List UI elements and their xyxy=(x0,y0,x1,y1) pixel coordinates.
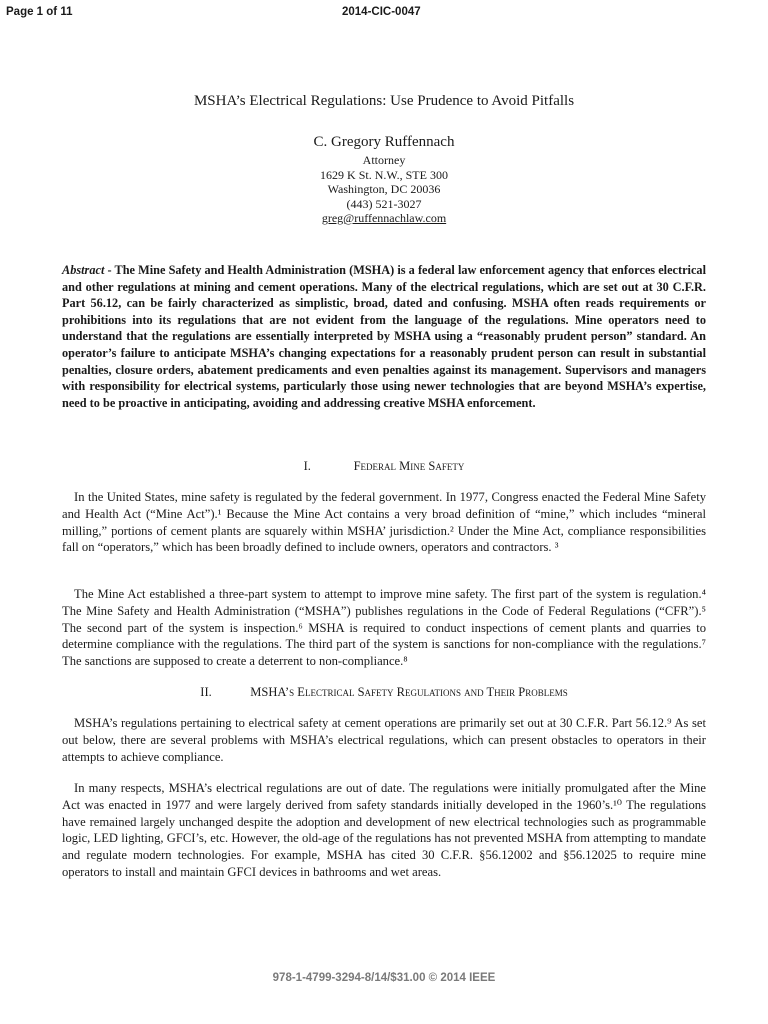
abstract-label: Abstract xyxy=(62,263,105,277)
abstract-text: - The Mine Safety and Health Administration (MSHA) is a federal law enforcement agency that enforces electrical and other regulations at mining and cement operations. Many of the electrical regulations, which are set out at 30 C.F.R. Part 56.12, can be fairly characterized as simplistic, broad, dated and confusing. MSHA often reads requirements or prohibitions into its regulations that are not evident from the language of the regulations. Mine operators need to understand that the regulations are essentially interpreted by MSHA using a “reasonably prudent person” standard. An operator’s failure to anticipate MSHA’s changing expectations for a reasonably prudent person can result in substantial penalties, closure orders, abatement predicaments and even penalties against its management. Supervisors and managers with responsibility for electrical systems, particularly those using newer technologies that are beyond MSHA’s expertise, need to be proactive in anticipating, avoiding and addressing creative MSHA enforcement. xyxy=(62,263,706,410)
body-paragraph: In the United States, mine safety is regulated by the federal government. In 1977, Congress enacted the Federal Mine Safety and Health Act (“Mine Act”).¹ Because the Mine Act contains a very broad definition of “mine,” which includes “mineral milling,” portions of cement plants are squarely within MSHA’ jurisdiction.² Under the Mine Act, compliance responsibilities fall on “operators,” which has been broadly defined to include owners, operators and contractors. ³ xyxy=(62,490,706,555)
author-name: C. Gregory Ruffennach xyxy=(313,134,455,150)
abstract xyxy=(62,262,706,411)
affiliation-line: 1629 K St. N.W., STE 300 xyxy=(320,167,448,182)
affiliation-line: Washington, DC 20036 xyxy=(327,182,441,196)
section-heading xyxy=(0,459,768,474)
body-paragraph: The Mine Act established a three-part system to attempt to improve mine safety. The first part of the system is regulation.⁴ The Mine Safety and Health Administration (“MSHA”) publishes regulations in the Code of Federal Regulations (“CFR”).⁵ The second part of the system is inspection.⁶ MSHA is required to conduct inspections of cement plants and quarries to determine compliance with the regulations. The third part of the system is sanctions for non-compliance with the regulations.⁷ The sanctions are supposed to create a deterrent to non-compliance.⁸ xyxy=(62,587,706,669)
body-paragraph: In many respects, MSHA’s electrical regulations are out of date. The regulations were initially promulgated after the Mine Act was enacted in 1977 and were largely derived from safety standards initially developed in the 1960’s.¹⁰ The regulations have remained largely unchanged despite the adoption and development of new electrical technologies such as programmable logic, LED lighting, GFCI’s, etc. However, the old-age of the regulations has not prevented MSHA from attempting to mandate and regulate modern technologies. For example, MSHA has cited 30 C.F.R. §56.12002 and §56.12025 to require mine operators to install and maintain GFCI devices in bathrooms and wet areas. xyxy=(62,781,706,879)
author-email[interactable]: greg@ruffennachlaw.com xyxy=(321,211,447,225)
copyright-footer: 978-1-4799-3294-8/14/$31.00 © 2014 IEEE xyxy=(272,972,496,984)
affiliation-line: (443) 521-3027 xyxy=(346,196,422,211)
section-heading xyxy=(0,685,768,700)
document-id: 2014-CIC-0047 xyxy=(342,6,421,18)
section-number: II. xyxy=(200,685,212,699)
page-number: Page 1 of 11 xyxy=(6,6,73,18)
section-title: Federal Mine Safety xyxy=(353,459,465,473)
body-paragraph: MSHA’s regulations pertaining to electrical safety at cement operations are primarily set out at 30 C.F.R. Part 56.12.⁹ As set out below, there are several problems with MSHA’s electrical regulations, which can present obstacles to operators in their attempts to achieve compliance. xyxy=(62,716,706,764)
section-number: I. xyxy=(303,459,311,473)
author-affiliation xyxy=(0,153,768,226)
section-title: MSHA’s Electrical Safety Regulations and Their Problems xyxy=(250,685,568,699)
paper-title: MSHA’s Electrical Regulations: Use Prudence to Avoid Pitfalls xyxy=(193,93,575,109)
affiliation-line: Attorney xyxy=(362,153,406,167)
